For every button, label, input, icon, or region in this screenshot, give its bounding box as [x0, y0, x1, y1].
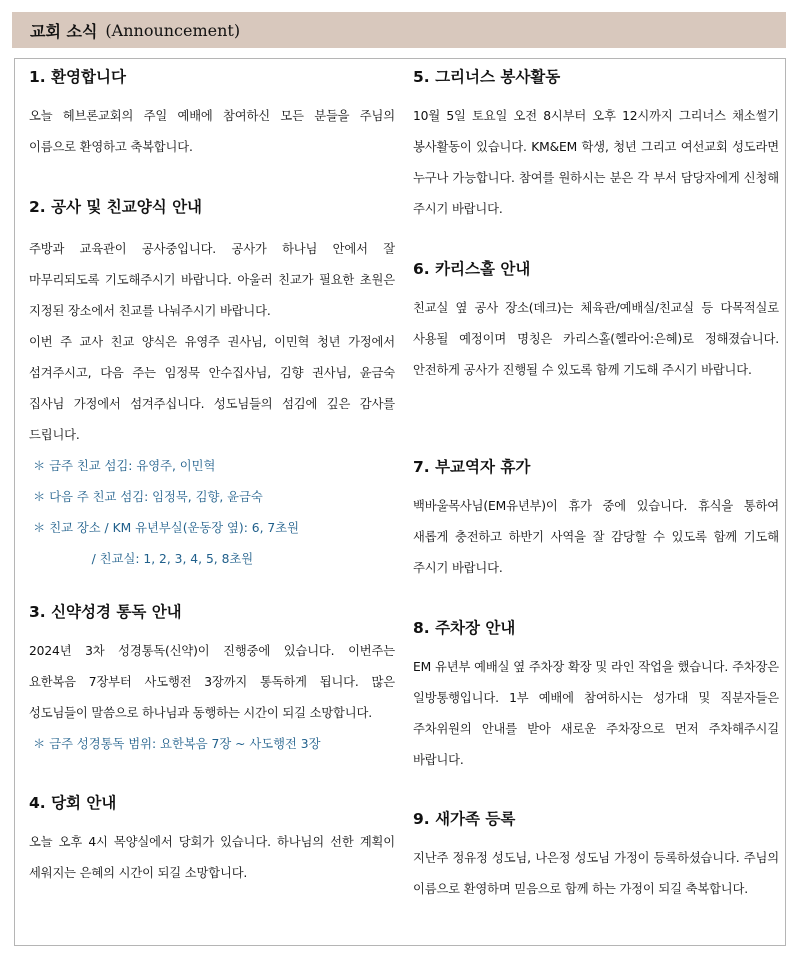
section-bible-reading: [29, 602, 395, 760]
section-title: 9. 새가족 등록: [413, 810, 516, 828]
section-paragraph: 오늘 헤브론교회의 주일 예배에 참여하신 모든 분들을 주님의 이름으로 환영하고 축복합니다.: [29, 109, 395, 154]
section-note: / 친교실: 1, 2, 3, 4, 5, 8초원: [33, 552, 254, 566]
announcement-header: [12, 12, 786, 48]
section-session-meeting: [29, 793, 395, 889]
section-construction-fellowship: [29, 197, 395, 575]
section-charis-hall: [413, 259, 779, 386]
section-paragraph: 2024년 3차 성경통독(신약)이 진행중에 있습니다. 이번주는 요한복음 7장부터 사도행전 3장까지 통독하게 됩니다. 많은 성도님들이 말씀으로 하나님과 동행하는 시간이 되길 소망합니다.: [29, 644, 395, 720]
section-associate-pastor-vacation: [413, 457, 779, 584]
section-greeners-volunteer: [413, 67, 779, 225]
section-note: ＊ 다음 주 친교 섬김: 임정묵, 김향, 윤금숙: [33, 490, 263, 504]
section-title: 2. 공사 및 친교양식 안내: [29, 198, 203, 216]
section-paragraph: EM 유년부 예배실 옆 주차장 확장 및 라인 작업을 했습니다. 주차장은 일방통행입니다. 1부 예배에 참여하시는 성가대 및 직분자들은 주차위원의 안내를 받아 새로운 주차장으로 먼저 주차해주시길 바랍니다.: [413, 660, 779, 767]
section-paragraph: 오늘 오후 4시 목양실에서 당회가 있습니다. 하나님의 선한 계획이 세워지는 은혜의 시간이 되길 소망합니다.: [29, 835, 395, 880]
section-title: 5. 그리너스 봉사활동: [413, 68, 561, 86]
header-title-english: (Announcement): [105, 20, 241, 40]
section-welcome: [29, 67, 395, 163]
header-title-korean: 교회 소식: [30, 21, 98, 41]
section-paragraph: 친교실 옆 공사 장소(데크)는 체육관/예배실/친교실 등 다목적실로 사용될 예정이며 명칭은 카리스홀(헬라어:은혜)로 정해졌습니다. 안전하게 공사가 진행될 수 있도록 함께 기도해 주시기 바랍니다.: [413, 301, 779, 377]
section-note: ＊ 친교 장소 / KM 유년부실(운동장 옆): 6, 7초원: [33, 521, 299, 535]
section-parking: [413, 618, 779, 776]
section-paragraph: 백바울목사님(EM유년부)이 휴가 중에 있습니다. 휴식을 통하여 새롭게 충전하고 하반기 사역을 잘 감당할 수 있도록 함께 기도해 주시기 바랍니다.: [413, 499, 779, 575]
section-paragraph: 지난주 정유정 성도님, 나은정 성도님 가정이 등록하셨습니다. 주님의 이름으로 환영하며 믿음으로 함께 하는 가정이 되길 축복합니다.: [413, 851, 779, 896]
announcement-frame: [14, 58, 786, 946]
section-note: ＊ 금주 친교 섬김: 유영주, 이민혁: [33, 459, 216, 473]
section-new-family: [413, 809, 779, 905]
section-paragraph: 주방과 교육관이 공사중입니다. 공사가 하나님 안에서 잘 마무리되도록 기도해주시기 바랍니다. 아울러 친교가 필요한 초원은 지정된 장소에서 친교를 나눠주시기 바랍니다.: [29, 242, 395, 318]
section-title: 8. 주차장 안내: [413, 619, 516, 637]
section-title: 4. 당회 안내: [29, 794, 117, 812]
section-title: 1. 환영합니다: [29, 68, 126, 86]
section-note: ＊ 금주 성경통독 범위: 요한복음 7장 ~ 사도행전 3장: [33, 737, 321, 751]
section-title: 7. 부교역자 휴가: [413, 458, 531, 476]
section-title: 6. 카리스홀 안내: [413, 260, 531, 278]
section-title: 3. 신약성경 통독 안내: [29, 603, 182, 621]
section-paragraph: 이번 주 교사 친교 양식은 유영주 권사님, 이민혁 청년 가정에서 섬겨주시고, 다음 주는 임정묵 안수집사님, 김향 권사님, 윤금숙 집사님 가정에서 섬겨주십니다. 성도님들의 섬김에 깊은 감사를 드립니다.: [29, 335, 395, 442]
section-paragraph: 10월 5일 토요일 오전 8시부터 오후 12시까지 그리너스 채소썰기 봉사활동이 있습니다. KM&EM 학생, 청년 그리고 여선교회 성도라면 누구나 가능합니다. 참여를 원하시는 분은 각 부서 담당자에게 신청해 주시기 바랍니다.: [413, 109, 779, 216]
